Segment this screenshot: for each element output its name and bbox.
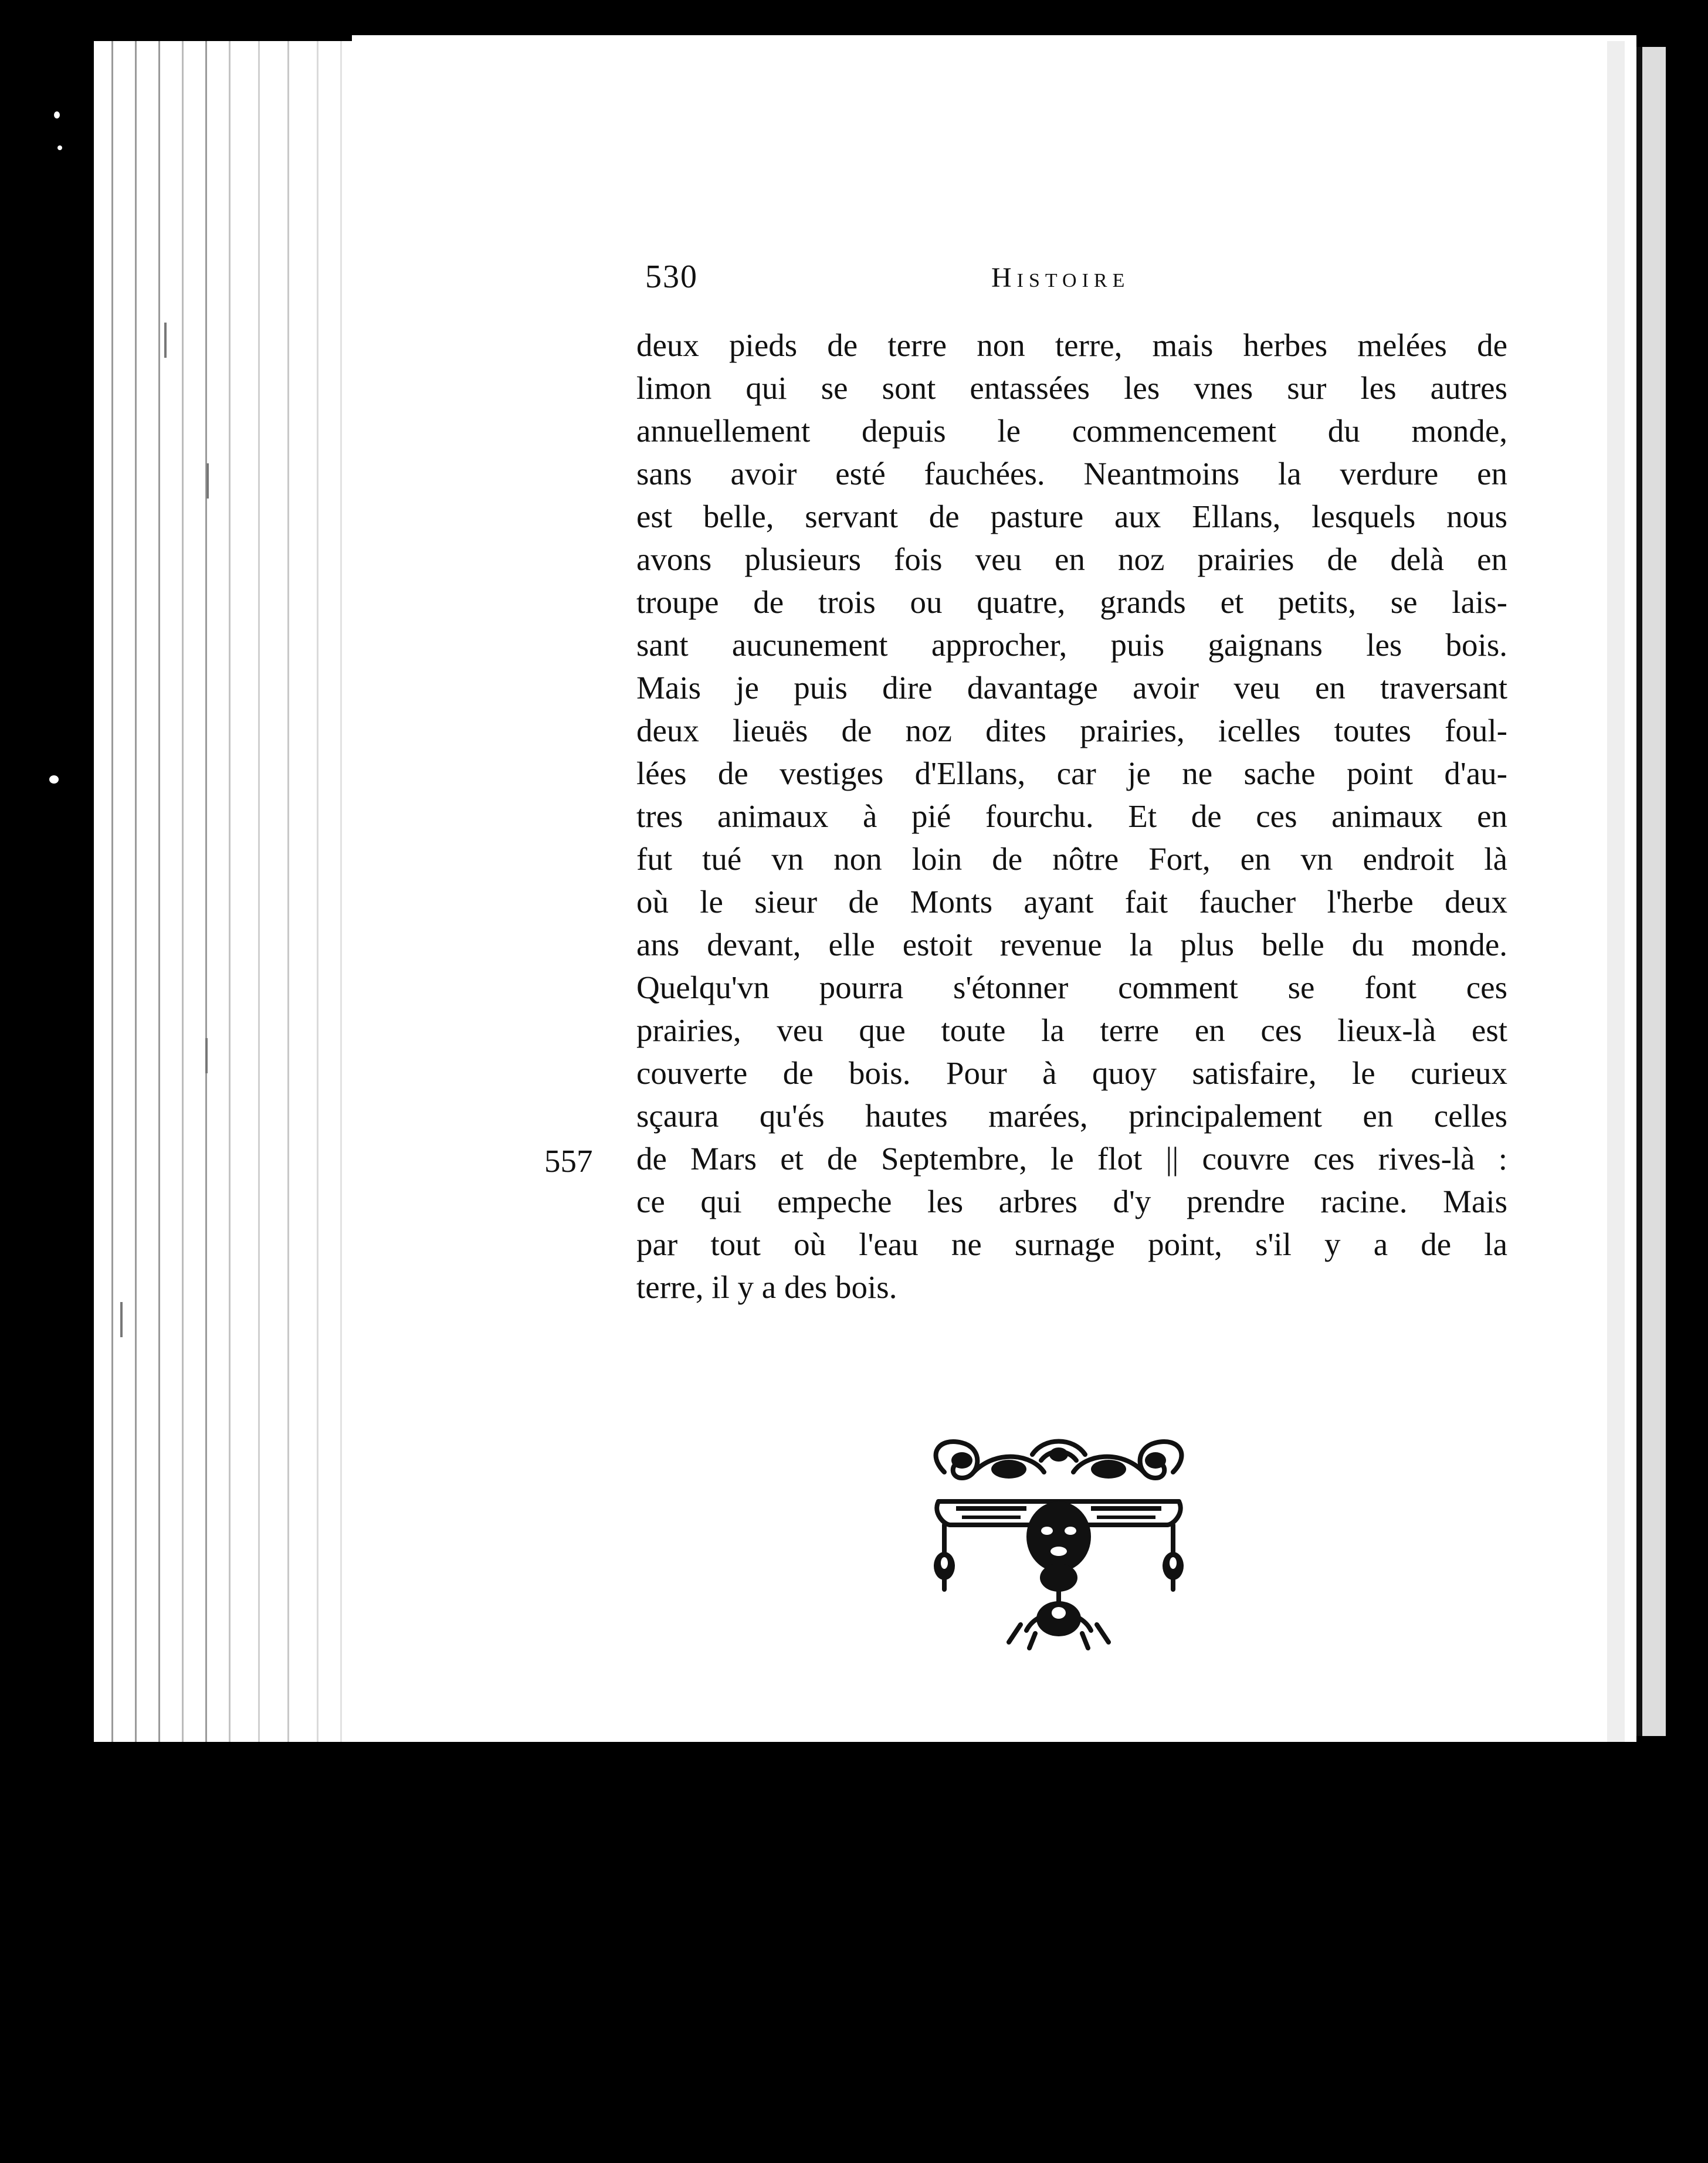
text-line: avons plusieurs fois veu en noz prairies de delà en — [636, 541, 1507, 577]
text-line: couverte de bois. Pour à quoy satisfaire, le curieux — [636, 1055, 1507, 1091]
page-edge-line — [205, 41, 207, 1742]
page-edge-line — [340, 41, 342, 1742]
text-line: tres animaux à pié fourchu. Et de ces animaux en — [636, 798, 1507, 834]
text-line: lées de vestiges d'Ellans, car je ne sache point d'au- — [636, 755, 1507, 791]
text-line: par tout où l'eau ne surnage point, s'il y a de la — [636, 1226, 1507, 1262]
page-number: 530 — [645, 259, 698, 295]
text-line: est belle, servant de pasture aux Ellans, lesquels nous — [636, 499, 1507, 534]
body-text — [636, 324, 1507, 1308]
text-line: prairies, veu que toute la terre en ces lieux-là est — [636, 1012, 1507, 1048]
text-line: limon qui se sont entassées les vnes sur les autres — [636, 370, 1507, 406]
page-edge-mark — [205, 1038, 208, 1073]
page-edge-line — [287, 41, 289, 1742]
scan-speck — [49, 775, 59, 784]
page-edge-mark — [206, 463, 209, 499]
text-line: annuellement depuis le commencement du monde, — [636, 413, 1507, 449]
page-edge-line — [182, 41, 184, 1742]
text-line: de Mars et de Septembre, le flot || couvre ces rives-là : — [636, 1141, 1507, 1177]
text-line: ans devant, elle estoit revenue la plus belle du monde. — [636, 927, 1507, 962]
text-line: sçaura qu'és hautes marées, principalement en celles — [636, 1098, 1507, 1134]
running-head — [645, 258, 1173, 305]
page-edge-line — [317, 41, 318, 1742]
page-edge-stack — [94, 41, 364, 1742]
gutter-shadow — [1607, 41, 1625, 1742]
page-edge-line — [135, 41, 137, 1742]
margin-page-reference: 557 — [544, 1143, 593, 1179]
text-line: sans avoir esté fauchées. Neantmoins la verdure en — [636, 456, 1507, 491]
page-edge-mark — [164, 323, 167, 358]
text-line: Quelqu'vn pourra s'étonner comment se font ces — [636, 969, 1507, 1005]
grotesque-mask-ornament-icon — [921, 1437, 1197, 1654]
running-title: Histoire — [991, 262, 1130, 293]
page-edge-line — [229, 41, 231, 1742]
text-line: où le sieur de Monts ayant fait faucher l'herbe deux — [636, 884, 1507, 920]
text-line: Mais je puis dire davantage avoir veu en traversant — [636, 670, 1507, 706]
text-line: troupe de trois ou quatre, grands et petits, se lais- — [636, 584, 1507, 620]
text-line: deux pieds de terre non terre, mais herbes melées de — [636, 327, 1507, 363]
text-line: sant aucunement approcher, puis gaignans les bois. — [636, 627, 1507, 663]
page-edge-line — [111, 41, 113, 1742]
text-line: deux lieuës de noz dites prairies, icelles toutes foul- — [636, 713, 1507, 748]
scan-speck — [57, 145, 62, 150]
scan-speck — [54, 111, 60, 118]
page-edge-mark — [120, 1302, 123, 1337]
text-line: terre, il y a des bois. — [636, 1269, 897, 1305]
text-line: fut tué vn non loin de nôtre Fort, en vn endroit là — [636, 841, 1507, 877]
page-edge-line — [258, 41, 260, 1742]
text-line: ce qui empeche les arbres d'y prendre racine. Mais — [636, 1184, 1507, 1219]
facing-page-edge — [1636, 47, 1666, 1736]
page-edge-line — [158, 41, 160, 1742]
